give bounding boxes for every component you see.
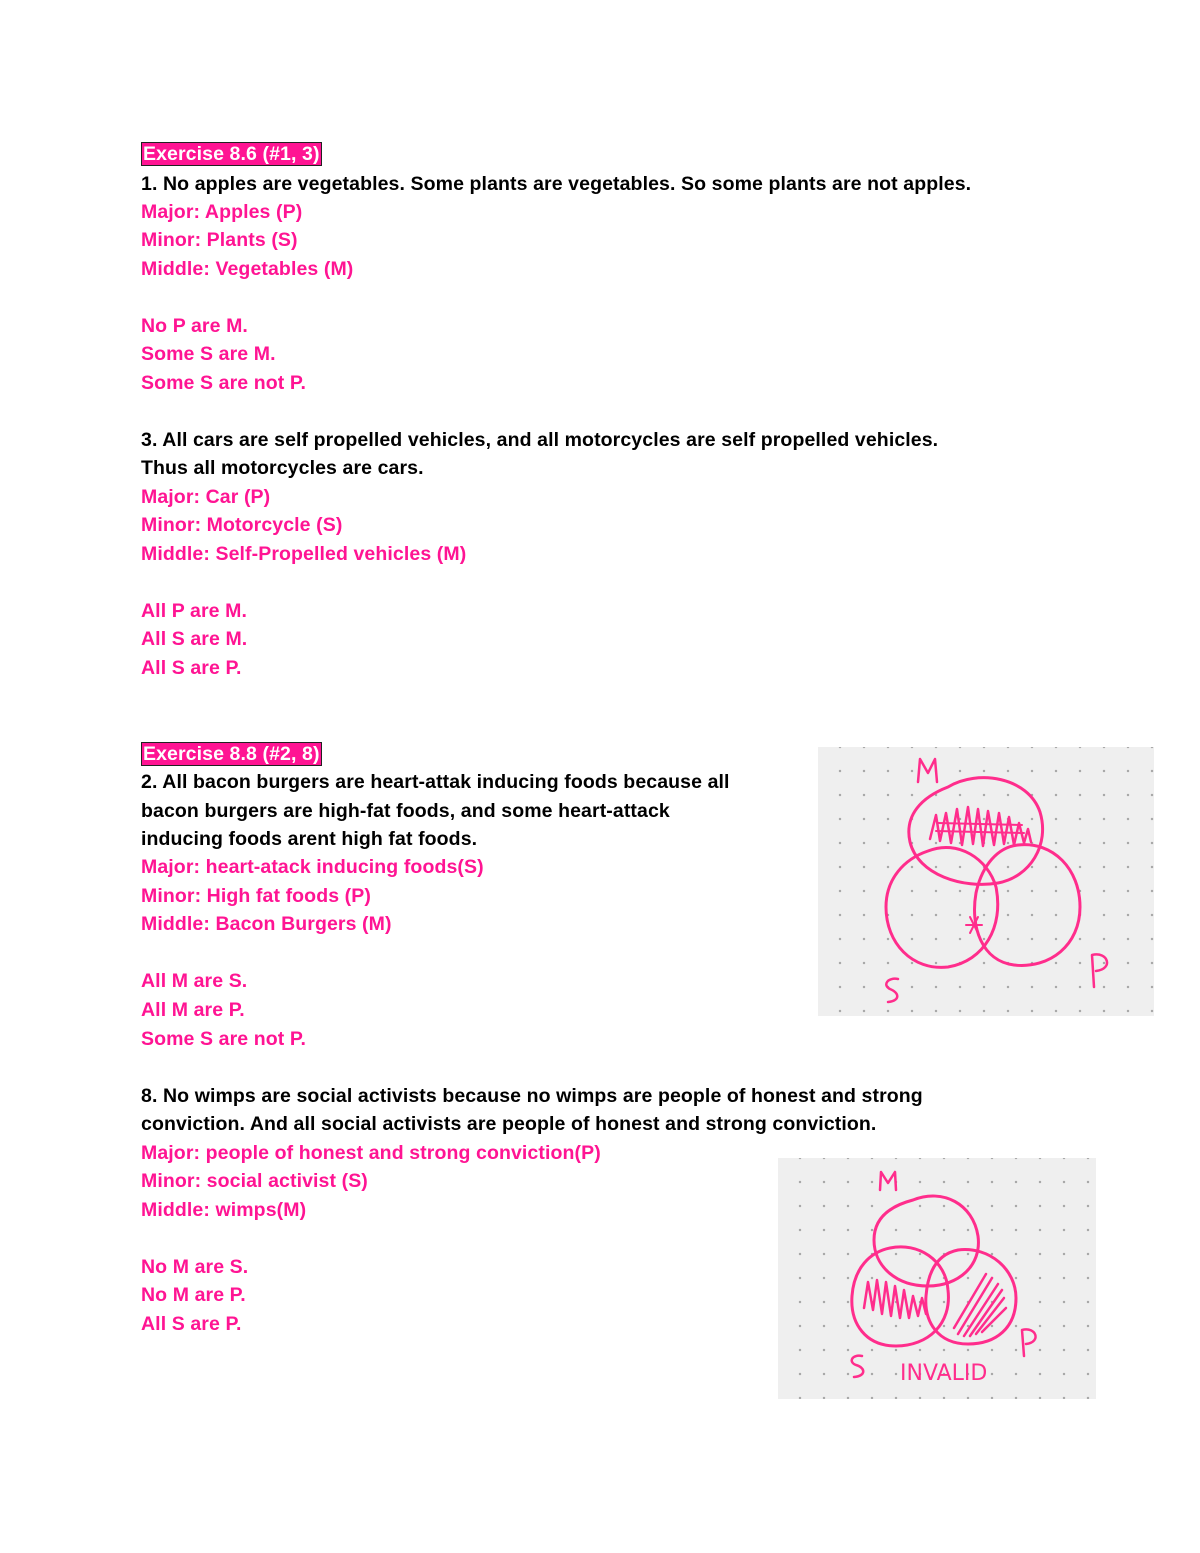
q2-statement-line-1: 2. All bacon burgers are heart-attak inducing foods because all (141, 771, 730, 793)
q1-statement: 1. No apples are vegetables. Some plants are vegetables. So some plants are not apples. (141, 173, 972, 195)
heading-highlight: Exercise 8.8 (#2, 8) (143, 743, 320, 765)
shading-scribble-p (954, 1274, 1006, 1336)
q3-form-premise-1: All P are M. (141, 600, 247, 622)
q2-statement-line-3: inducing foods arent high fat foods. (141, 828, 478, 850)
venn-diagram-q2 (818, 747, 1154, 1016)
q8-middle-term: Middle: wimps(M) (141, 1199, 307, 1221)
q2-minor-term: Minor: High fat foods (P) (141, 885, 371, 907)
q1-form-premise-1: No P are M. (141, 315, 248, 337)
q2-form-conclusion: Some S are not P. (141, 1028, 306, 1050)
q8-form-conclusion: All S are P. (141, 1313, 242, 1335)
q2-middle-term: Middle: Bacon Burgers (M) (141, 913, 392, 935)
q1-form-conclusion: Some S are not P. (141, 372, 306, 394)
q1-minor-term: Minor: Plants (S) (141, 229, 298, 251)
exercise-8-8-heading (141, 742, 322, 766)
q2-form-premise-1: All M are S. (141, 970, 248, 992)
q3-statement-line-1: 3. All cars are self propelled vehicles, and all motorcycles are self propelled vehicles. (141, 429, 939, 451)
q2-major-term: Major: heart-atack inducing foods(S) (141, 856, 484, 878)
venn-diagram-q8 (778, 1158, 1096, 1399)
shading-scribble (930, 807, 1031, 846)
venn-circle-s (886, 847, 998, 967)
q1-middle-term: Middle: Vegetables (M) (141, 258, 354, 280)
venn-circle-p (975, 845, 1080, 966)
q2-statement-line-2: bacon burgers are high-fat foods, and some heart-attack (141, 800, 670, 822)
q1-major-term: Major: Apples (P) (141, 201, 303, 223)
exercise-8-6-heading (141, 142, 322, 166)
q3-minor-term: Minor: Motorcycle (S) (141, 514, 343, 536)
q3-middle-term: Middle: Self-Propelled vehicles (M) (141, 543, 467, 565)
q2-form-premise-2: All M are P. (141, 999, 245, 1021)
q8-major-term: Major: people of honest and strong conviction(P) (141, 1142, 601, 1164)
q3-statement-line-2: Thus all motorcycles are cars. (141, 457, 424, 479)
q8-statement-line-1: 8. No wimps are social activists because no wimps are people of honest and strong (141, 1085, 923, 1107)
q8-statement-line-2: conviction. And all social activists are people of honest and strong conviction. (141, 1113, 877, 1135)
q8-form-premise-1: No M are S. (141, 1256, 249, 1278)
q3-major-term: Major: Car (P) (141, 486, 271, 508)
q8-minor-term: Minor: social activist (S) (141, 1170, 368, 1192)
venn-circle-m (874, 1196, 978, 1286)
q3-form-conclusion: All S are P. (141, 657, 242, 679)
q1-form-premise-2: Some S are M. (141, 343, 276, 365)
q3-form-premise-2: All S are M. (141, 628, 248, 650)
q8-form-premise-2: No M are P. (141, 1284, 246, 1306)
verdict-label: INVALID (900, 1361, 988, 1386)
heading-highlight: Exercise 8.6 (#1, 3) (143, 143, 320, 165)
